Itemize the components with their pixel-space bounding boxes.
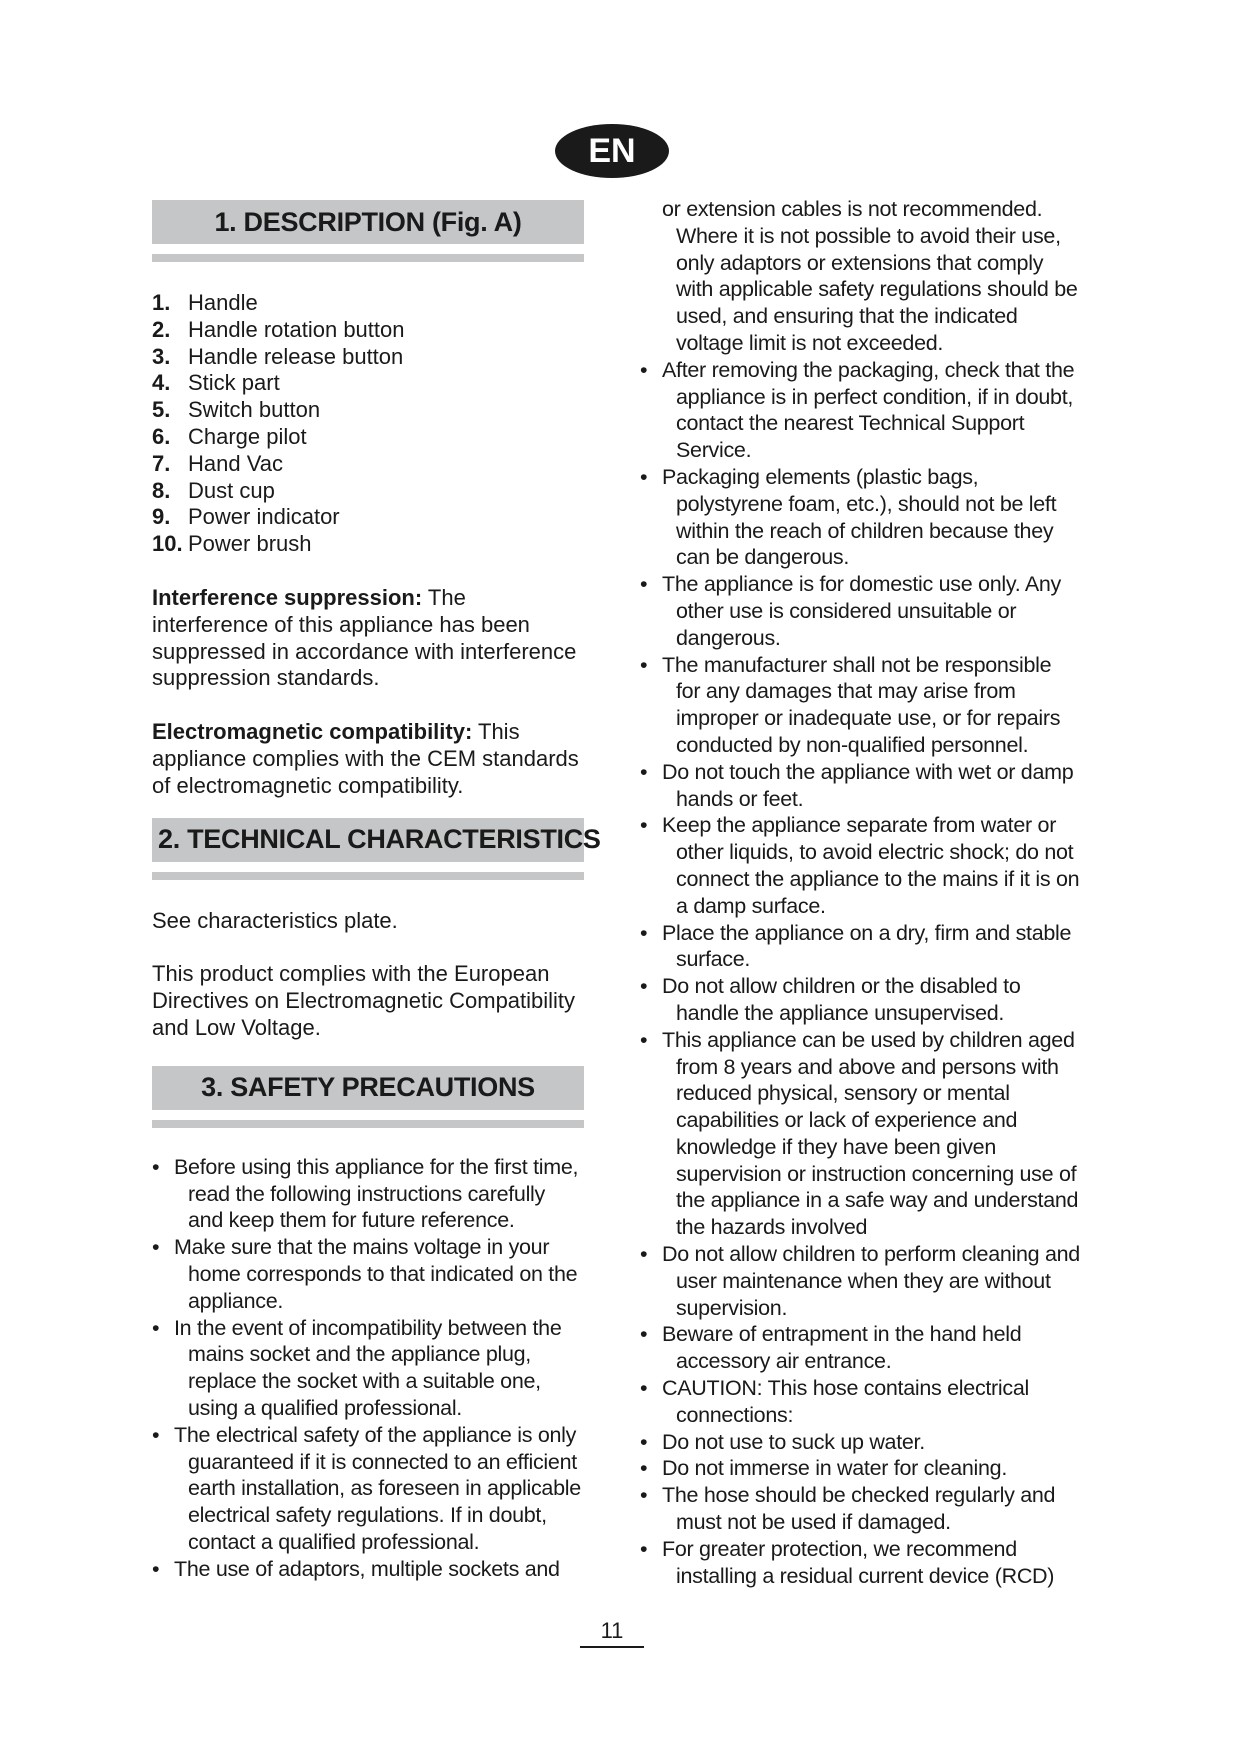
plate-text: See characteristics plate. [152, 907, 398, 933]
safety-list-left [152, 1154, 584, 1583]
interference-paragraph [152, 585, 584, 692]
emc-label: Electromagnetic compatibility: [152, 719, 473, 745]
part-label: Dust cup [188, 477, 275, 503]
list-item: • Do not use to suck up water. [640, 1429, 1080, 1456]
list-item: • Place the appliance on a dry, firm and stable surface. [640, 920, 1080, 974]
section-divider [152, 872, 584, 880]
list-item [152, 344, 584, 371]
parts-list [152, 290, 584, 558]
part-number: 9. [152, 504, 171, 530]
interference-label: Interference suppression: [152, 584, 423, 610]
list-item: • The use of adaptors, multiple sockets and [152, 1556, 584, 1583]
list-item: • After removing the packaging, check that the appliance is in perfect condition, if in doubt, contact the nearest Technical Support Service. [640, 357, 1080, 464]
list-item: • Before using this appliance for the first time, read the following instructions carefully and keep them for future reference. [152, 1154, 584, 1234]
language-badge: EN [555, 124, 669, 178]
part-label: Charge pilot [188, 423, 307, 449]
list-item [152, 504, 584, 531]
part-number: 10. [152, 531, 183, 557]
list-item: • The appliance is for domestic use only. Any other use is considered unsuitable or dangerous. [640, 571, 1080, 651]
section-heading-technical: 2. TECHNICAL CHARACTERISTICS [152, 818, 584, 862]
part-label: Handle rotation button [188, 316, 405, 342]
list-item [152, 370, 584, 397]
list-item: • Do not allow children or the disabled to handle the appliance unsupervised. [640, 973, 1080, 1027]
section-heading-description: 1. DESCRIPTION (Fig. A) [152, 200, 584, 244]
list-item: • Beware of entrapment in the hand held accessory air entrance. [640, 1321, 1080, 1375]
list-item: • For greater protection, we recommend installing a residual current device (RCD) [640, 1536, 1080, 1590]
list-item: • The hose should be checked regularly and must not be used if damaged. [640, 1482, 1080, 1536]
list-item: • The electrical safety of the appliance is only guaranteed if it is connected to an efficient earth installation, as foreseen in applicable electrical safety regulations. If in doubt, contact a qualified professional. [152, 1422, 584, 1556]
list-item: • Do not allow children to perform cleaning and user maintenance when they are without supervision. [640, 1241, 1080, 1321]
part-number: 3. [152, 343, 171, 369]
emc-paragraph [152, 719, 584, 799]
list-item: • Do not touch the appliance with wet or damp hands or feet. [640, 759, 1080, 813]
interference-text: The interference of this appliance has been suppressed in accordance with interference suppression standards. [152, 584, 577, 691]
safety-list-right [640, 196, 1080, 1589]
part-label: Switch button [188, 397, 321, 423]
list-item [152, 317, 584, 344]
list-item: • Do not immerse in water for cleaning. [640, 1455, 1080, 1482]
list-item: • This appliance can be used by children aged from 8 years and above and persons with reduced physical, sensory or mental capabilities or lack of experience and knowledge if they have been given supervision or instruction concerning use of the appliance in a safe way and understand the hazards involved [640, 1027, 1080, 1241]
list-item [152, 290, 584, 317]
complies-text: This product complies with the European Directives on Electromagnetic Compatibility and Low Voltage. [152, 961, 576, 1040]
part-number: 1. [152, 290, 171, 315]
part-number: 8. [152, 477, 171, 503]
left-column [152, 200, 601, 1582]
part-label: Handle release button [188, 343, 404, 369]
part-label: Stick part [188, 370, 280, 396]
part-label: Power indicator [188, 504, 340, 530]
list-item: • Keep the appliance separate from water or other liquids, to avoid electric shock; do not connect the appliance to the mains if it is on a damp surface. [640, 812, 1080, 919]
part-label: Hand Vac [188, 450, 283, 476]
part-number: 6. [152, 423, 171, 449]
list-item: or extension cables is not recommended. Where it is not possible to avoid their use, only adaptors or extensions that comply with applicable safety regulations should be used, and ensuring that the indicated voltage limit is not exceeded. [662, 197, 1078, 355]
part-label: Power brush [188, 531, 312, 557]
list-item [152, 424, 584, 451]
section-heading-safety: 3. SAFETY PRECAUTIONS [152, 1066, 584, 1110]
part-number: 7. [152, 450, 171, 476]
list-item: • The manufacturer shall not be responsible for any damages that may arise from improper or inadequate use, or for repairs conducted by non-qualified personnel. [640, 652, 1080, 759]
list-item [152, 451, 584, 478]
list-item: • In the event of incompatibility between the mains socket and the appliance plug, replace the socket with a suitable one, using a qualified professional. [152, 1315, 584, 1422]
part-number: 4. [152, 370, 171, 396]
list-item: • Packaging elements (plastic bags, polystyrene foam, etc.), should not be left within the reach of children because they can be dangerous. [640, 464, 1080, 571]
emc-text: This appliance complies with the CEM standards of electromagnetic compatibility. [152, 719, 579, 798]
part-number: 5. [152, 397, 171, 423]
page-number: 11 [580, 1618, 644, 1648]
part-label: Handle [188, 290, 258, 315]
section-divider [152, 254, 584, 262]
part-number: 2. [152, 316, 171, 342]
list-item [152, 478, 584, 505]
list-item [152, 397, 584, 424]
list-item: • Make sure that the mains voltage in your home corresponds to that indicated on the appliance. [152, 1234, 584, 1314]
section-divider [152, 1120, 584, 1128]
list-item: • CAUTION: This hose contains electrical connections: [640, 1375, 1080, 1429]
right-column [640, 196, 1080, 1589]
list-item [152, 531, 584, 558]
